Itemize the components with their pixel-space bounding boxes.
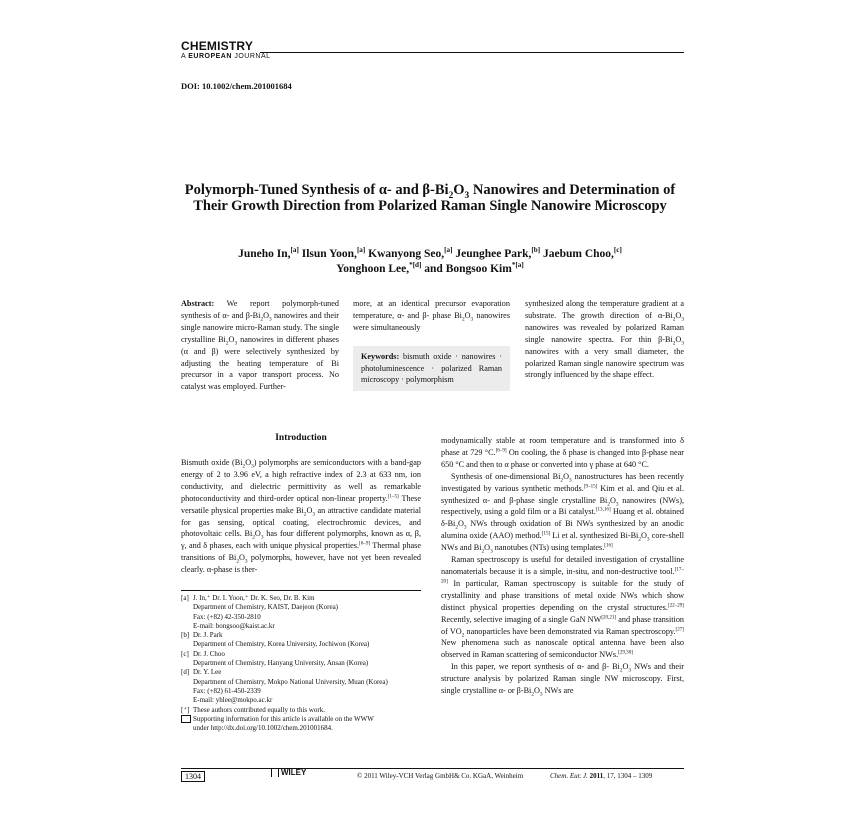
body-text-right: modynamically stable at room temperature and is transformed into δ phase at 729 °C.[6–9] On cooling, the δ phase is changed into β-phase near 650 °C and then to α phase or converted into γ phase at 640 °C. Synthesis of one-dimensional $Bi_2O_3$ nanostructures has been recently investigated by various synthetic methods.[9–15] Kim et al. and Qiu et al. synthesized α- and β-phase single crystalline $Bi_2O_3$ nanowires (NWs), respectively, using a gold film or a Bi catalyst.[13,16] Huang et al. obtained $\delta-Bi_2O_3$ NWs through oxidation of Bi NWs synthesized by an anodic alumina oxide (AAO) method.[15] Li et al. synthesized $Bi-Bi_2O_3$ core-shell NWs and $Bi_2O_3$ nanotubes (NTs) using templates.[16] Raman spectroscopy is useful for detailed investigation of crystalline nanomaterials because it is a simple, in-situ, and non-destructive tool.[17–20] In particular, Raman spectroscopy is suitable for the study of crystallinity and phase transitions of metal oxide NWs which show distinct physical properties depending on the crystal structures.[22–29] Recently, selective imaging of a single GaN NW[20,21] and phase transition of $VO_2$ nanoparticles have been demonstrated via Raman spectroscopy.[27] New phenomena such as nanoscale optical antenna have been also observed in Raman scattering of semiconductor NWs.[29,30] In this paper, we report synthesis of α- and β- $Bi_2O_3$ NWs and their structure analysis by polarized Raman single NW microscopy. First, single crystalline α- or $\beta-Bi_2O_3$ NWs are [441,436,685,698]
author: Jeunghee Park,[b] [455,246,541,260]
author: Kwanyong Seo,[a] [368,246,453,260]
footnote-a: [a] J. In,⁺ Dr. I. Yoon,⁺ Dr. K. Seo, Dr. B. Kim Department of Chemistry, KAIST, Daejeon (Korea) Fax: (+82) 42-350-2810 E-mail: bongsoo@kaist.ac.kr [181,594,339,630]
abstract-column-3: synthesized along the temperature gradient at a substrate. The growth direction of $\alpha-Bi_2O_3$ nanowires was revealed by polarized Raman single nanowire spectra. For thin $\beta-Bi_2O_3$ nanowires with a very small diameter, the polarized Raman single nanowire spectrum was strongly influenced by the shape effect. [525,299,684,380]
footnote-rule [181,590,421,591]
footer-rule [181,768,684,769]
author: Jaebum Choo,[c] [542,246,622,260]
wiley-logo-icon [271,768,279,777]
supporting-info-note: Supporting information for this article is available on the WWW under http://dx.doi.org/10.1002/chem.201001684. [181,715,421,734]
journal-subtitle: A EUROPEAN JOURNAL [181,53,271,60]
publisher-logo: WILEY [271,768,306,777]
author: Yonghoon Lee,$^{*[d]}$ [336,261,422,275]
journal-logo: CHEMISTRY [181,39,254,53]
supporting-info-icon [181,715,191,723]
abstract-column-1: Abstract: We report polymorph-tuned synthesis of α- and $\beta-Bi_2O_3$ nanowires and their single nanowire micro-Raman study. The single crystalline $Bi_2O_3$ nanowires in different phases (α and β) were selectively synthesized by adjusting the heating temperature of Bi precursor in a vapor transport process. No catalyst was employed. Further- [181,299,339,392]
journal-citation: Chem. Eur. J. 2011, 17, 1304 – 1309 [550,772,653,780]
section-heading-introduction: Introduction [275,433,327,443]
author: Juneho In,[a] [238,246,299,260]
footnote-equal: [⁺] These authors contributed equally to this work. [181,705,325,714]
footnote-d: [d] Dr. Y. Lee Department of Chemistry, Mokpo National University, Muan (Korea) Fax: (+82) 61-450-2339 E-mail: yhlee@mokpo.ac.kr [181,668,388,705]
footnotes [181,594,421,733]
keywords-box: Keywords: bismuth oxide · nanowires · photoluminescence · polarized Raman microscopy · polymorphism [353,346,510,391]
abstract-column-2: more, at an identical precursor evaporation temperature, α- and β- phase $Bi_2O_3$ nanowires were simultaneously [353,299,511,332]
footnote-c: [c] Dr. J. Choo Department of Chemistry, Hanyang University, Ansan (Korea) [181,649,369,668]
page-number: 1304 [181,771,205,782]
header-rule [260,52,684,53]
author: and Bongsoo Kim$^{*[a]}$ [424,261,524,275]
footnote-b: [b] Dr. J. Park Department of Chemistry, Korea University, Jochiwon (Korea) [181,631,370,649]
copyright-notice: © 2011 Wiley-VCH Verlag GmbH& Co. KGaA, Weinheim [357,772,524,780]
author: Ilsun Yoon,[a] [301,246,366,260]
article-title: Polymorph-Tuned Synthesis of α- and $\beta-Bi_2O_3$ Nanowires and Determination of Their Growth Direction from Polarized Raman Single Nanowire Microscopy [184,182,676,214]
doi-label: DOI: 10.1002/chem.201001684 [181,81,292,91]
author-list [170,247,690,277]
body-text-left: Bismuth oxide $(Bi_2O_3)$ polymorphs are semiconductors with a band-gap energy of 2 to 3.96 eV, a high refractive index of 2.3 at 633 nm, ion conductivity, and dielectric permittivity as well as remarkable photoconductivity and third-order optical non-linear property.[1–5] These versatile physical properties make $Bi_2O_3$ an attractive candidate material for gas sensing, optical coating, electrochromic devices, and photovoltaic cells. $Bi_2O_3$ has four different polymorphs, known as α, β, γ, and δ phases, each with unique physical properties.[6–9] Thermal phase transitions of $Bi_2O_3$ polymorphs, however, have not yet been revealed clearly. α-phase is ther- [181,458,422,575]
